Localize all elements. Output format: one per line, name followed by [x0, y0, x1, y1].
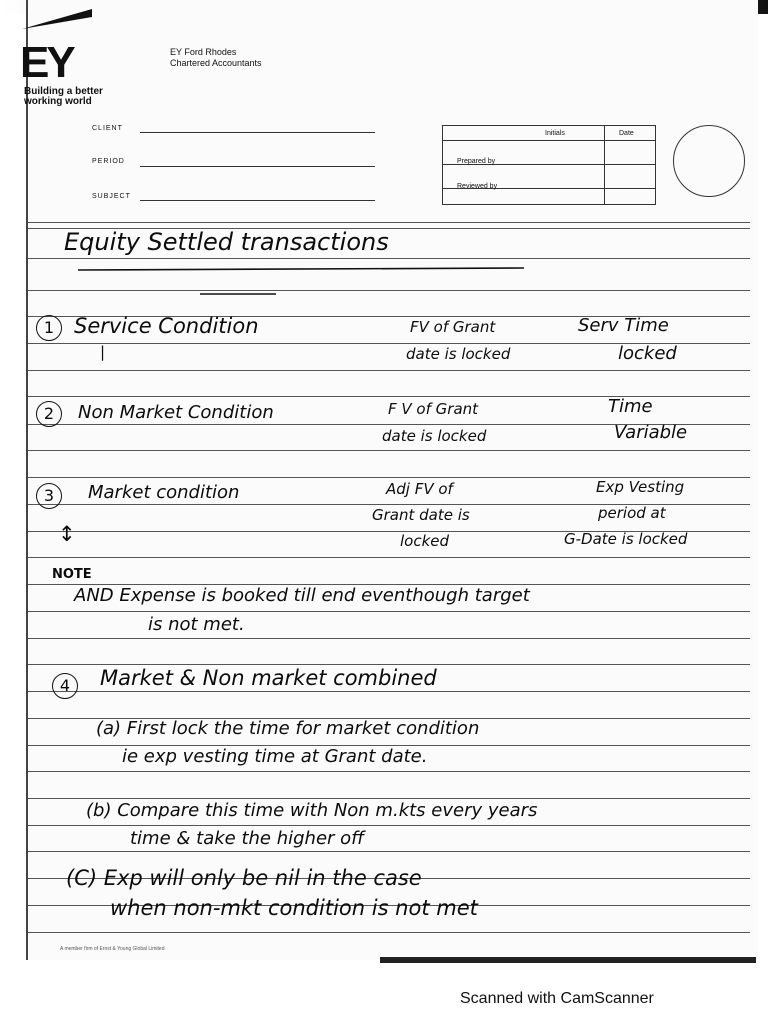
subject-label: SUBJECT [92, 193, 131, 200]
title-underline [78, 262, 528, 302]
item-1-label: Service Condition [74, 314, 259, 338]
note-line1: AND Expense is booked till end eventhough target [74, 585, 530, 606]
ruled-line [28, 450, 750, 451]
item-3-label: Market condition [88, 482, 240, 503]
ruled-line [28, 798, 750, 799]
stamp-circle [673, 125, 745, 197]
sub-b-line2: time & take the higher off [130, 828, 365, 849]
item-3-fv-line1: Adj FV of [386, 480, 453, 498]
ruled-line [28, 825, 750, 826]
item-4-number: 4 [52, 672, 78, 699]
sub-b-line1: (b) Compare this time with Non m.kts every years [86, 800, 538, 821]
reviewed-by-label: Reviewed by [457, 183, 498, 190]
date-header: Date [619, 130, 634, 137]
item-3-time-line2: period at [598, 504, 666, 522]
item-2-time-line1: Time [608, 396, 653, 417]
ey-logo-beam-icon [22, 9, 92, 29]
ruled-line [28, 851, 750, 852]
item-2-time-line2: Variable [614, 422, 688, 443]
item-3-number: 3 [36, 482, 62, 509]
item-1-fv-line2: date is locked [406, 345, 511, 363]
item-2-label: Non Market Condition [78, 402, 274, 423]
item-4-label: Market & Non market combined [100, 666, 437, 690]
footer-fine-print: A member firm of Ernst & Young Global Limited [60, 946, 165, 952]
scan-bottom-edge [380, 957, 756, 963]
item-1-fv-line1: FV of Grant [410, 318, 496, 336]
item-2-fv-line1: F V of Grant [388, 400, 479, 418]
client-label: CLIENT [92, 125, 123, 132]
sub-a-line2: ie exp vesting time at Grant date. [122, 746, 428, 767]
item-3-fv-line2: Grant date is [372, 506, 470, 524]
period-label: PERIOD [92, 158, 125, 165]
item-2-number: 2 [36, 400, 62, 427]
ruled-line [28, 638, 750, 639]
ruled-line [28, 258, 750, 259]
ey-tagline: Building a better working world [24, 86, 103, 107]
ruled-line [28, 222, 750, 223]
ruled-line [28, 691, 750, 692]
note-title: Equity Settled transactions [64, 228, 389, 256]
firm-name: EY Ford Rhodes Chartered Accountants [170, 47, 262, 68]
ruled-line [28, 611, 750, 612]
scanner-watermark: Scanned with CamScanner [460, 990, 654, 1007]
ruled-line [28, 557, 750, 558]
subject-line [140, 200, 375, 201]
client-line [140, 132, 375, 133]
item-2-fv-line2: date is locked [382, 427, 487, 445]
note-line2: is not met. [148, 614, 245, 635]
ruled-line [28, 370, 750, 371]
prepared-by-label: Prepared by [457, 158, 496, 165]
sub-a-line1: (a) First lock the time for market condition [96, 718, 480, 739]
ruled-line [28, 932, 750, 933]
item-3-arrow-icon: ↕ [58, 522, 76, 546]
item-1-mark: | [100, 343, 106, 361]
item-1-number: 1 [36, 314, 62, 341]
initials-header: Initials [545, 130, 565, 137]
ruled-line [28, 664, 750, 665]
item-1-time-line2: locked [618, 343, 677, 364]
sub-c-line1: (C) Exp will only be nil in the case [66, 866, 422, 890]
note-label: NOTE [52, 567, 92, 582]
signoff-box [442, 125, 656, 205]
sub-c-line2: when non-mkt condition is not met [110, 896, 478, 920]
period-line [140, 166, 375, 167]
ey-logo: EY [20, 38, 73, 87]
item-3-time-line1: Exp Vesting [596, 478, 685, 496]
item-1-time-line1: Serv Time [578, 315, 669, 336]
item-3-fv-line3: locked [400, 532, 450, 550]
item-3-time-line3: G-Date is locked [564, 530, 688, 548]
ruled-line [28, 771, 750, 772]
